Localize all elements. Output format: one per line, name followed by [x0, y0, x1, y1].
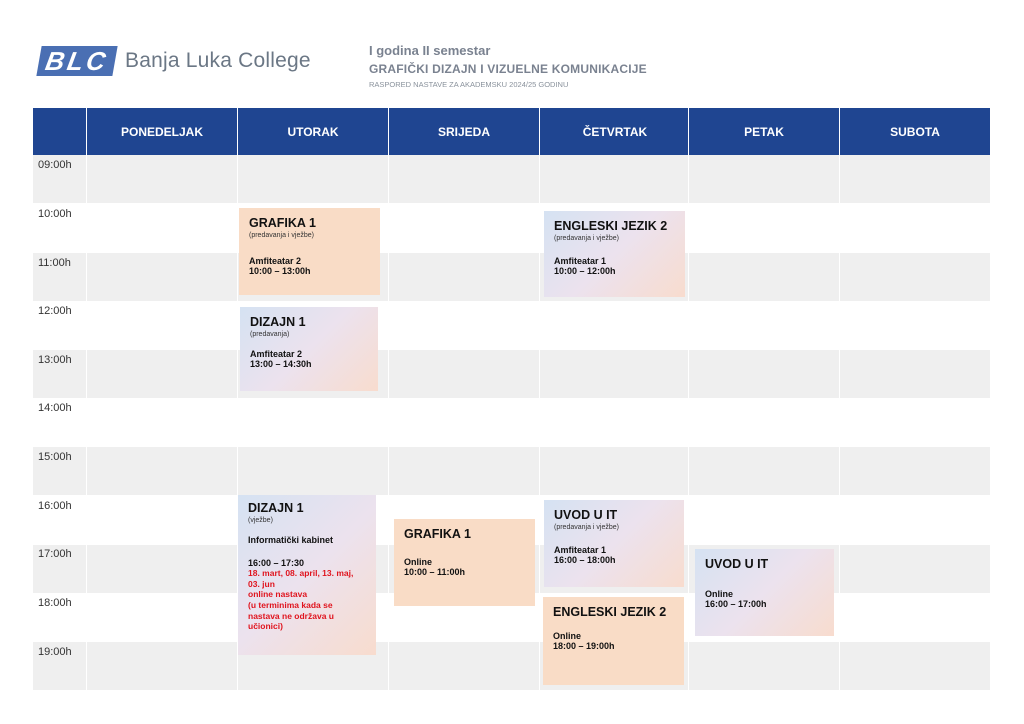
event-room: Amfiteatar 1 — [554, 256, 607, 266]
event-time: 13:00 – 14:30h — [250, 359, 312, 369]
schedule-subtitle: RASPORED NASTAVE ZA AKADEMSKU 2024/25 GODINU — [369, 80, 569, 89]
event-time: 16:00 – 18:00h — [554, 555, 616, 565]
event-time: 16:00 – 17:00h — [705, 599, 767, 609]
event-type: (predavanja i vježbe) — [554, 235, 619, 242]
year-semester: I godina II semestar — [369, 43, 491, 58]
event-title: DIZAJN 1 — [250, 315, 306, 329]
day-header: PONEDELJAK — [86, 108, 237, 155]
event-dizajn-practice-tuesday[interactable] — [238, 495, 376, 655]
event-title: DIZAJN 1 — [248, 501, 304, 515]
time-label: 15:00h — [38, 451, 72, 463]
event-type: (vježbe) — [248, 517, 273, 524]
time-label: 19:00h — [38, 646, 72, 658]
day-header: PETAK — [688, 108, 839, 155]
event-time: 10:00 – 12:00h — [554, 266, 616, 276]
program-title: GRAFIČKI DIZAJN I VIZUELNE KOMUNIKACIJE — [369, 62, 647, 76]
logo-mark: BLC — [36, 46, 117, 76]
event-title: ENGLESKI JEZIK 2 — [554, 219, 668, 233]
day-header: SUBOTA — [839, 108, 990, 155]
column-divider — [839, 155, 840, 690]
column-divider — [539, 155, 540, 690]
event-note: 18. mart, 08. april, 13. maj, — [248, 568, 354, 578]
event-room: Online — [553, 631, 582, 641]
time-label: 10:00h — [38, 208, 72, 220]
day-header: SRIJEDA — [388, 108, 539, 155]
event-room: Online — [404, 557, 433, 567]
time-label: 16:00h — [38, 500, 72, 512]
event-title: ENGLESKI JEZIK 2 — [553, 605, 667, 619]
time-row — [33, 642, 990, 690]
event-note: nastava ne održava u — [248, 610, 334, 621]
event-uvod-friday[interactable] — [695, 549, 834, 636]
college-logo — [39, 46, 311, 76]
time-row — [33, 253, 990, 301]
event-room: Informatički kabinet — [248, 535, 334, 545]
event-engleski-thursday[interactable] — [544, 211, 685, 297]
event-room: Amfiteatar 2 — [250, 349, 303, 359]
event-grafika-wednesday[interactable] — [394, 519, 535, 606]
column-divider — [688, 155, 689, 690]
event-room: Amfiteatar 1 — [554, 545, 607, 555]
event-type: (predavanja i vježbe) — [249, 232, 314, 239]
time-row — [33, 447, 990, 495]
time-label: 12:00h — [38, 305, 72, 317]
event-time: 10:00 – 13:00h — [249, 266, 311, 276]
event-time: 18:00 – 19:00h — [553, 641, 615, 651]
event-note: učionici) — [248, 621, 283, 632]
event-grafika-tuesday[interactable] — [239, 208, 380, 295]
event-title: UVOD U IT — [705, 557, 769, 571]
event-time: 10:00 – 11:00h — [404, 567, 466, 577]
event-title: GRAFIKA 1 — [249, 216, 316, 230]
event-title: GRAFIKA 1 — [404, 527, 471, 541]
event-uvod-thursday[interactable] — [544, 500, 684, 587]
column-divider — [86, 155, 87, 690]
event-time: 16:00 – 17:30 — [248, 558, 305, 568]
event-type: (predavanja) — [250, 331, 290, 338]
time-row — [33, 155, 990, 203]
event-note: online nastava — [248, 589, 308, 600]
event-title: UVOD U IT — [554, 508, 618, 522]
event-room: Amfiteatar 2 — [249, 256, 302, 266]
day-header: ČETVRTAK — [539, 108, 690, 155]
time-label: 11:00h — [38, 257, 71, 269]
event-room: Online — [705, 589, 734, 599]
event-note: (u terminima kada se — [248, 599, 333, 610]
time-label: 14:00h — [38, 402, 72, 414]
event-type: (predavanja i vježbe) — [554, 524, 619, 531]
time-label: 13:00h — [38, 354, 72, 366]
column-divider — [388, 155, 389, 690]
time-label: 18:00h — [38, 597, 72, 609]
day-header: UTORAK — [237, 108, 388, 155]
time-label: 09:00h — [38, 159, 72, 171]
time-row — [33, 350, 990, 398]
event-note: 03. jun — [248, 578, 275, 589]
college-name: Banja Luka College — [125, 49, 311, 72]
event-dizajn-lecture-tuesday[interactable] — [240, 307, 378, 391]
time-label: 17:00h — [38, 548, 72, 560]
event-engleski-online-thursday[interactable] — [543, 597, 684, 685]
